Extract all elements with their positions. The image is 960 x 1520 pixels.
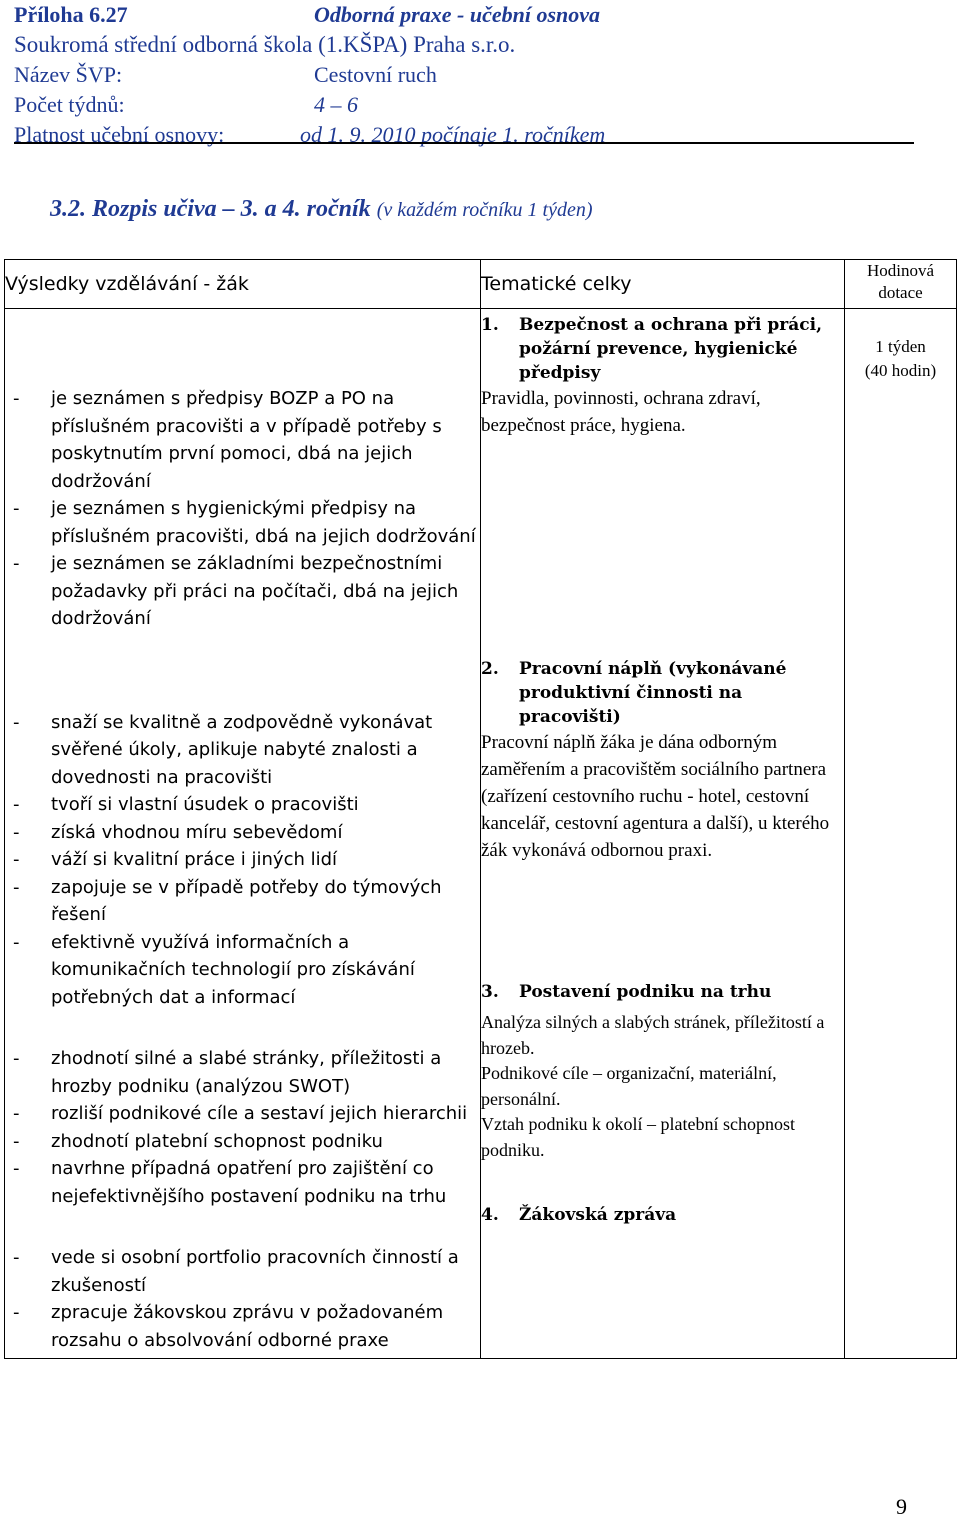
program-value: Cestovní ruch	[314, 62, 437, 87]
document-header	[14, 0, 914, 150]
attachment-label: Příloha 6.27	[14, 2, 128, 27]
col-header-outcomes: Výsledky vzdělávání - žák	[5, 260, 481, 309]
outcome-item: - rozliší podnikové cíle a sestaví jejich hierarchii	[5, 1100, 480, 1128]
topic-4-number: 4.	[481, 1205, 499, 1225]
outcome-group-1	[5, 385, 480, 633]
section-title-main: 3.2. Rozpis učiva – 3. a 4. ročník	[50, 196, 371, 222]
weeks-label: Počet týdnů:	[14, 92, 125, 117]
header-row-attachment	[14, 0, 914, 30]
outcome-item: - zhodnotí platební schopnost podniku	[5, 1128, 480, 1156]
outcomes-cell	[5, 309, 481, 1359]
section-title	[50, 196, 593, 223]
program-label: Název ŠVP:	[14, 62, 123, 87]
header-row-school	[14, 30, 914, 60]
table-body-row	[5, 309, 957, 1359]
topic-3-desc: Analýza silných a slabých stránek, příležitostí a hrozeb.	[481, 1012, 825, 1058]
outcome-item: - zpracuje žákovskou zprávu v požadovaném rozsahu o absolvování odborné praxe	[5, 1299, 480, 1354]
topic-1-desc: Pravidla, povinnosti, ochrana zdraví, bezpečnost práce, hygiena.	[481, 388, 761, 436]
outcome-item: - efektivně využívá informačních a komunikačních technologií pro získávání potřebných dat a informací	[5, 929, 480, 1012]
outcome-item: - navrhne případná opatření pro zajištění co nejefektivnějšího postavení podniku na trhu	[5, 1155, 480, 1210]
topic-4-title: 4. Žákovská zpráva	[481, 1205, 677, 1225]
outcome-item: - je seznámen s hygienickými předpisy na příslušném pracovišti, dbá na jejich dodržování	[5, 495, 480, 550]
outcome-group-4	[5, 1244, 480, 1354]
col-header-hours: Hodinová dotace	[845, 260, 957, 309]
hours-count: (40 hodin)	[864, 361, 937, 380]
weeks-value: 4 – 6	[314, 92, 358, 117]
outcome-item: - je seznámen s předpisy BOZP a PO na příslušném pracovišti a v případě potřeby s poskytnutím první pomoci, dbá na jejich dodržování	[5, 385, 480, 495]
topic-1-title: 1. Bezpečnost a ochrana při práci, požární prevence, hygienické předpisy	[481, 315, 822, 383]
validity-label: Platnost učební osnovy:	[14, 122, 225, 147]
validity-value: od 1. 9. 2010 počínaje 1. ročníkem	[300, 122, 606, 147]
outcome-item: - vede si osobní portfolio pracovních činností a zkušeností	[5, 1244, 480, 1299]
header-row-weeks	[14, 90, 914, 120]
topic-2-title: 2. Pracovní náplň (vykonávané produktivní činnosti na pracovišti)	[481, 659, 787, 727]
topic-1-number: 1.	[481, 315, 499, 335]
topic-2-desc: Pracovní náplň žáka je dána odborným zaměřením a pracovištěm sociálního partnera (zařízení cestovního ruchu - hotel, cestovní kancelář, cestovní agentura a další), u kterého žák vykonává odbornou praxi.	[481, 732, 830, 861]
outcome-item: - získá vhodnou míru sebevědomí	[5, 819, 480, 847]
outcome-group-3	[5, 1045, 480, 1210]
outcome-item: - snaží se kvalitně a zodpovědně vykonávat svěřené úkoly, aplikuje nabyté znalosti a dovednosti na pracovišti	[5, 709, 480, 792]
topic-2-number: 2.	[481, 659, 499, 679]
hours-cell	[845, 309, 957, 1359]
topic-3-desc-2: Podnikové cíle – organizační, materiální, personální.	[481, 1063, 777, 1109]
col-header-topics: Tematické celky	[481, 260, 845, 309]
outcome-item: - váží si kvalitní práce i jiných lidí	[5, 846, 480, 874]
topic-3-desc-3: Vztah podniku k okolí – platební schopnost podniku.	[481, 1114, 795, 1160]
section-title-note: (v každém ročníku 1 týden)	[376, 199, 593, 221]
outcome-item: - tvoří si vlastní úsudek o pracovišti	[5, 791, 480, 819]
attachment-title: Odborná praxe - učební osnova	[314, 2, 601, 27]
header-row-program	[14, 60, 914, 90]
outcome-item: - zhodnotí silné a slabé stránky, příležitosti a hrozby podniku (analýzou SWOT)	[5, 1045, 480, 1100]
outcome-group-2	[5, 709, 480, 1012]
topic-3-title: 3. Postavení podniku na trhu	[481, 982, 772, 1002]
header-row-validity	[14, 120, 914, 150]
curriculum-table	[4, 259, 957, 1359]
hours-weeks: 1 týden	[875, 337, 926, 356]
header-divider	[14, 142, 914, 144]
page-number: 9	[896, 1494, 907, 1519]
table-header-row	[5, 260, 957, 309]
school-name: Soukromá střední odborná škola (1.KŠPA) Praha s.r.o.	[14, 32, 516, 57]
topic-3-number: 3.	[481, 982, 499, 1002]
outcome-item: - zapojuje se v případě potřeby do týmových řešení	[5, 874, 480, 929]
outcome-item: - je seznámen se základními bezpečnostními požadavky při práci na počítači, dbá na jejich dodržování	[5, 550, 480, 633]
topics-cell	[481, 309, 845, 1359]
